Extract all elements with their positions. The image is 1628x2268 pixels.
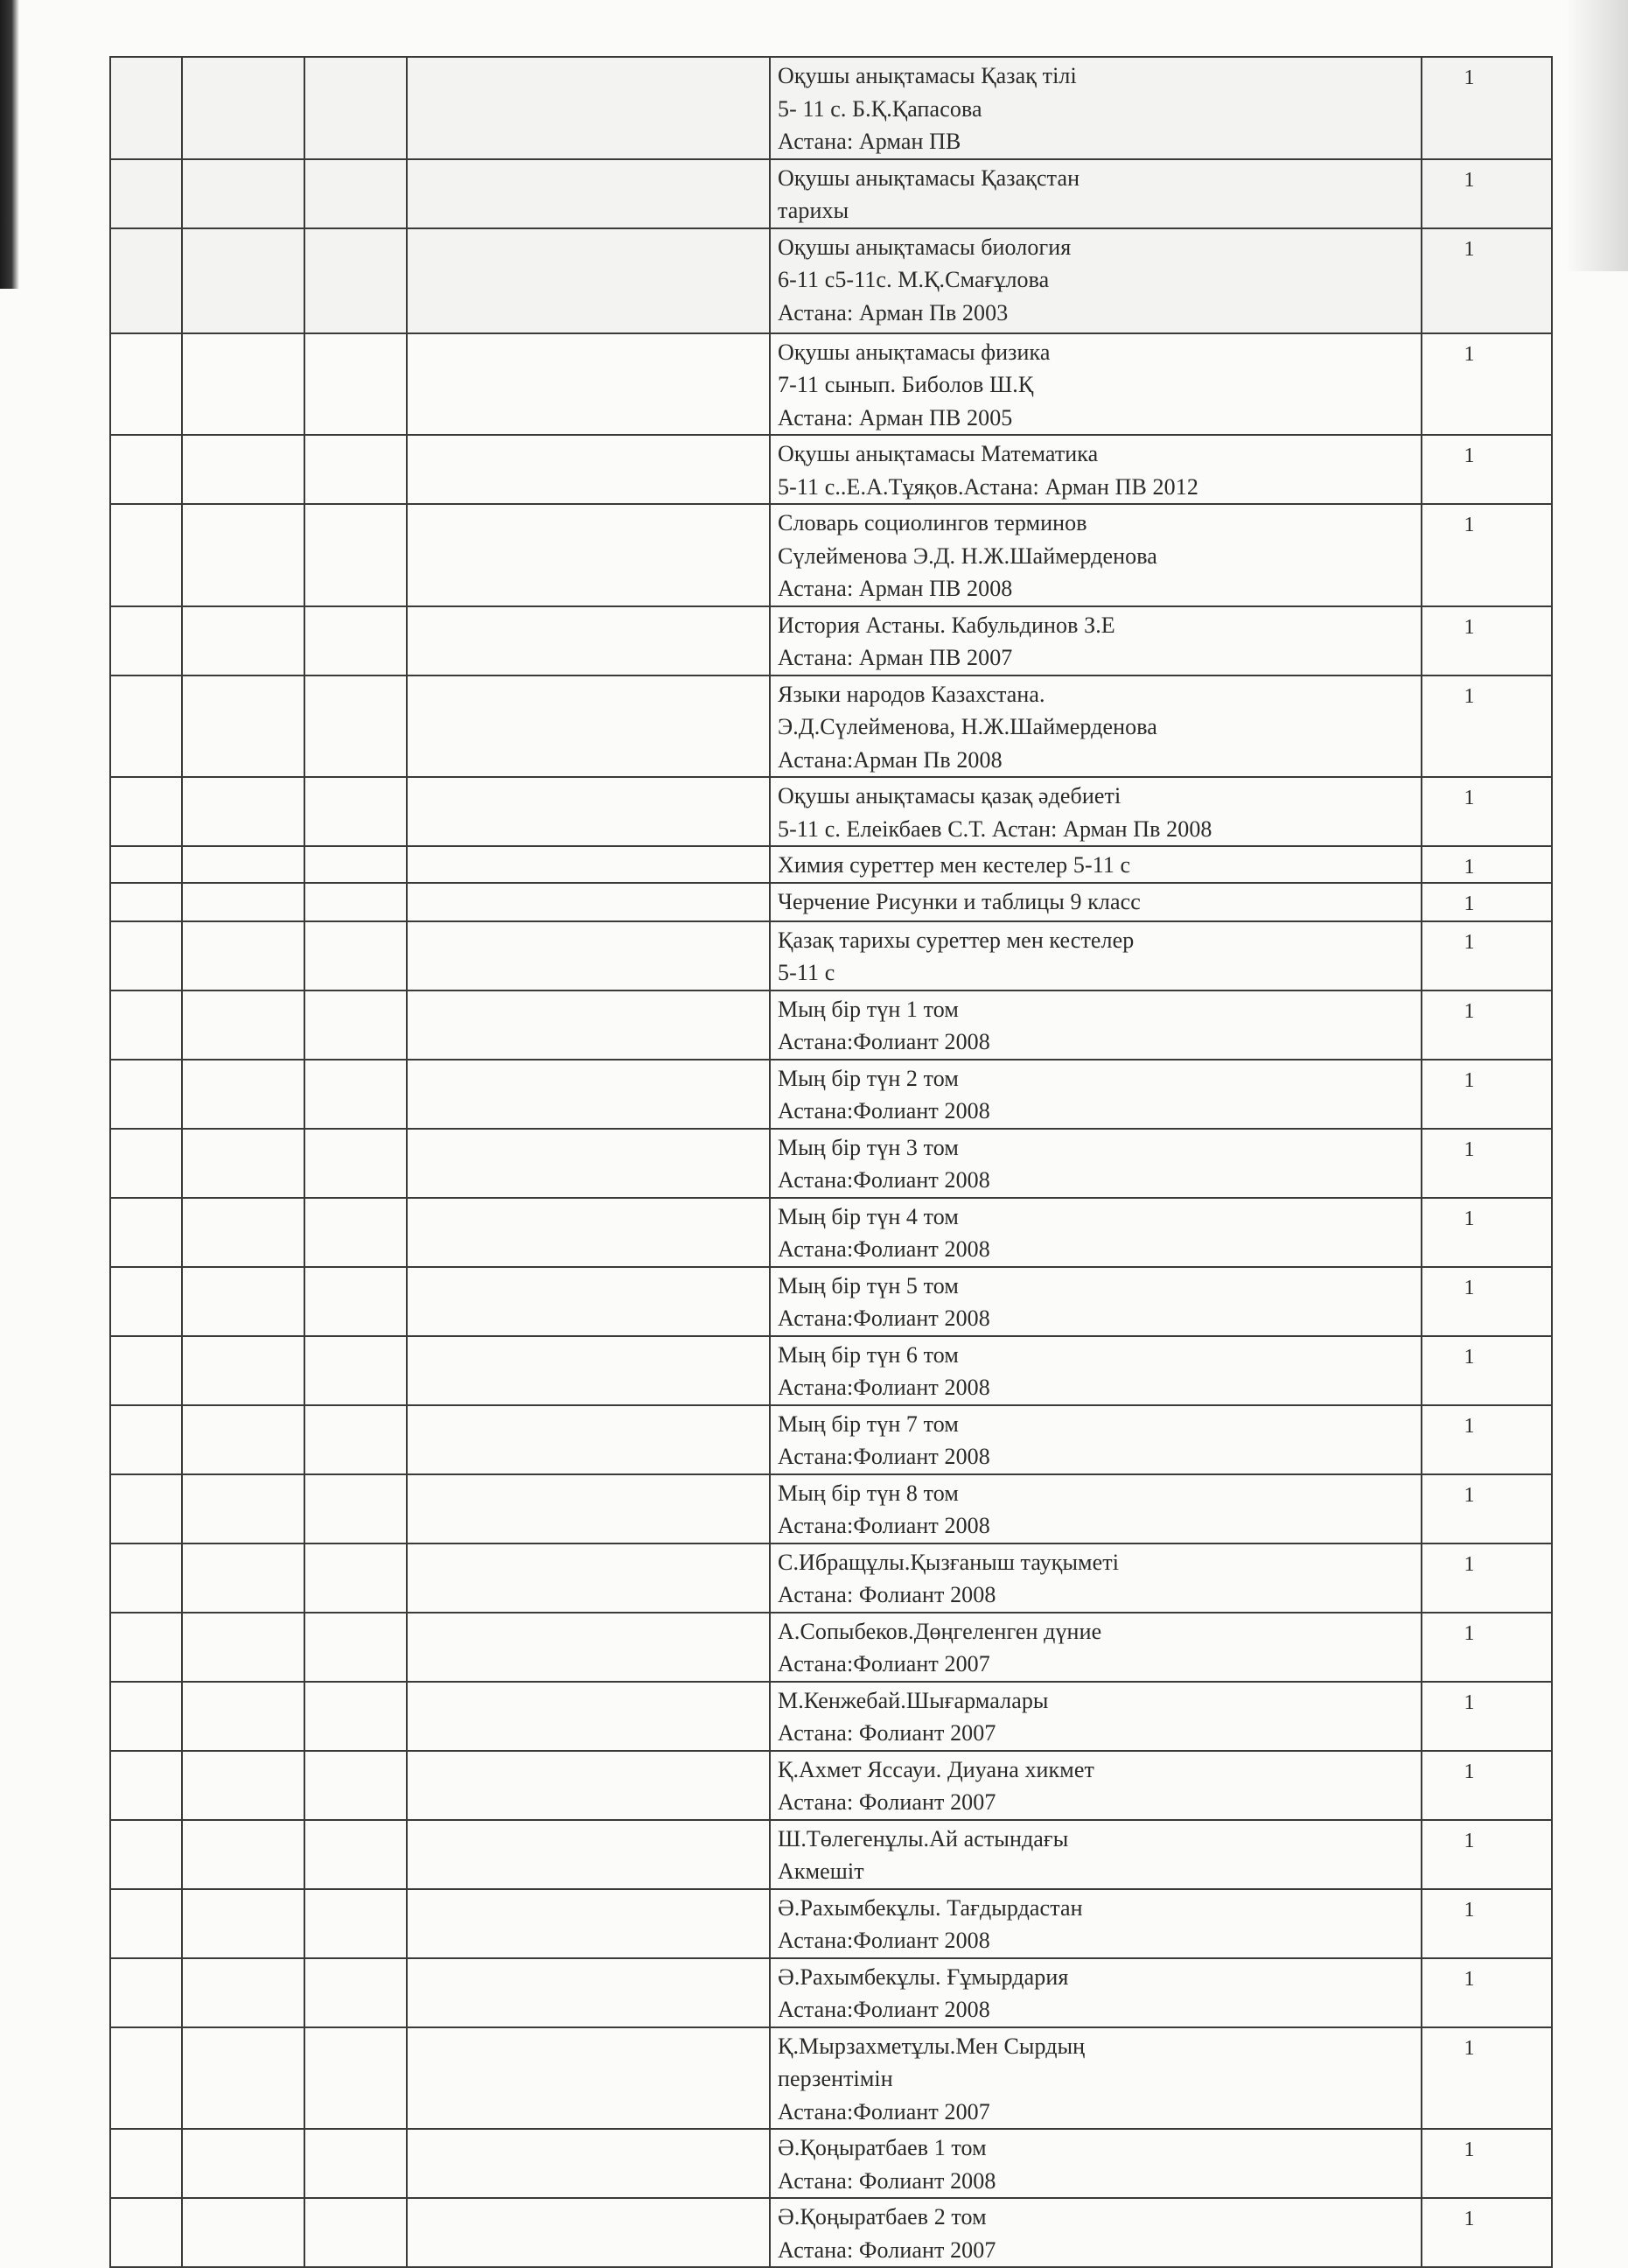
book-title: Ә.Қоңыратбаев 2 том Астана: Фолиант 2007 [778,2204,996,2263]
quantity-cell [1422,990,1552,1060]
empty-cell [110,228,182,333]
book-title: Қ.Ахмет Яссауи. Диуана хикмет Астана: Фолиант 2007 [778,1756,1094,1815]
empty-cell [110,2198,182,2267]
book-title-cell [770,990,1422,1060]
quantity-value: 1 [1464,684,1475,708]
book-title-cell [770,504,1422,606]
empty-cell [407,435,770,504]
empty-cell [407,2129,770,2198]
empty-cell [304,777,407,846]
empty-cell [407,883,770,921]
quantity-cell [1422,1267,1552,1336]
table-row [110,676,1552,778]
quantity-cell [1422,333,1552,436]
empty-cell [407,777,770,846]
empty-cell [407,676,770,778]
table-row [110,606,1552,676]
empty-cell [182,2198,304,2267]
empty-cell [110,921,182,990]
empty-cell [407,1958,770,2027]
empty-cell [110,1958,182,2027]
empty-cell [110,1129,182,1198]
table-row [110,333,1552,436]
quantity-value: 1 [1464,1552,1475,1576]
empty-cell [110,606,182,676]
quantity-value: 1 [1464,2036,1475,2060]
empty-cell [304,1336,407,1405]
book-title: С.Ибращұлы.Қызғаныш тауқыметі Астана: Фолиант 2008 [778,1549,1120,1607]
book-title-cell [770,435,1422,504]
empty-cell [407,1474,770,1544]
table-row [110,846,1552,883]
table-row [110,435,1552,504]
empty-cell [304,333,407,436]
empty-cell [304,2198,407,2267]
table-row [110,1820,1552,1889]
empty-cell [182,228,304,333]
quantity-cell [1422,2027,1552,2130]
empty-cell [182,1889,304,1958]
quantity-value: 1 [1464,930,1475,954]
book-title: Мың бір түн 8 том Астана:Фолиант 2008 [778,1480,990,1538]
empty-cell [304,1129,407,1198]
empty-cell [304,606,407,676]
empty-cell [110,990,182,1060]
empty-cell [304,990,407,1060]
empty-cell [304,1474,407,1544]
book-title: Словарь социолингов терминов Сүлейменова Э.Д. Н.Ж.Шаймерденова Астана: Арман ПВ 2008 [778,510,1157,601]
empty-cell [407,1751,770,1820]
empty-cell [110,1613,182,1682]
empty-cell [110,1889,182,1958]
book-title-cell [770,2198,1422,2267]
empty-cell [407,504,770,606]
book-title-cell [770,1474,1422,1544]
empty-cell [182,1613,304,1682]
quantity-value: 1 [1464,787,1475,809]
table-row [110,921,1552,990]
table-row [110,159,1552,228]
table-row [110,883,1552,921]
empty-cell [304,1060,407,1129]
quantity-cell [1422,846,1552,883]
empty-cell [407,1405,770,1474]
quantity-value: 1 [1464,2138,1475,2161]
empty-cell [407,1820,770,1889]
empty-cell [407,2027,770,2130]
book-title-cell [770,1958,1422,2027]
quantity-value: 1 [1464,168,1475,192]
book-title-cell [770,1820,1422,1889]
empty-cell [304,883,407,921]
empty-cell [407,1682,770,1751]
empty-cell [182,159,304,228]
book-title: Оқушы анықтамасы қазақ әдебиеті 5-11 с. Елеікбаев С.Т. Астан: Арман Пв 2008 [778,783,1212,842]
book-title: Қазақ тарихы суреттер мен кестелер 5-11 с [778,927,1135,985]
quantity-cell [1422,1060,1552,1129]
table-row [110,2027,1552,2130]
book-title: Ә.Рахымбекұлы. Ғұмырдария Астана:Фолиант 2008 [778,1964,1069,2022]
empty-cell [110,1336,182,1405]
empty-cell [182,921,304,990]
quantity-value: 1 [1464,1898,1475,1922]
quantity-cell [1422,1820,1552,1889]
empty-cell [304,921,407,990]
empty-cell [182,1820,304,1889]
empty-cell [182,333,304,436]
empty-cell [407,1267,770,1336]
empty-cell [110,57,182,159]
book-title: Мың бір түн 6 том Астана:Фолиант 2008 [778,1341,990,1400]
empty-cell [304,1682,407,1751]
empty-cell [182,1474,304,1544]
empty-cell [304,1751,407,1820]
book-title: Мың бір түн 1 том Астана:Фолиант 2008 [778,996,990,1054]
empty-cell [304,57,407,159]
book-title: Оқушы анықтамасы Қазақ тілі 5- 11 с. Б.Қ.Қапасова Астана: Арман ПВ [778,63,1077,154]
quantity-value: 1 [1464,856,1475,878]
empty-cell [407,228,770,333]
empty-cell [304,1958,407,2027]
empty-cell [110,2129,182,2198]
book-title-cell [770,777,1422,846]
empty-cell [182,1267,304,1336]
book-title: Ә.Рахымбекұлы. Тағдырдастан Астана:Фолиант 2008 [778,1894,1083,1953]
book-title: Қ.Мырзахметұлы.Мен Сырдың перзентімін Астана:Фолиант 2007 [778,2033,1086,2124]
empty-cell [407,333,770,436]
empty-cell [304,1613,407,1682]
empty-cell [110,1198,182,1267]
quantity-value: 1 [1464,999,1475,1023]
table-row [110,2198,1552,2267]
quantity-value: 1 [1464,444,1475,467]
empty-cell [182,1129,304,1198]
quantity-value: 1 [1464,66,1475,89]
empty-cell [182,2027,304,2130]
empty-cell [182,435,304,504]
empty-cell [304,159,407,228]
empty-cell [182,2129,304,2198]
book-title: Языки народов Казахстана. Э.Д.Сүлейменова, Н.Ж.Шаймерденова Астана:Арман Пв 2008 [778,681,1157,773]
quantity-value: 1 [1464,892,1475,915]
empty-cell [110,435,182,504]
empty-cell [407,1060,770,1129]
quantity-value: 1 [1464,342,1475,366]
table-row [110,1474,1552,1544]
empty-cell [110,777,182,846]
book-title: Оқушы анықтамасы Математика 5-11 с..Е.А.Тұяқов.Астана: Арман ПВ 2012 [778,441,1198,500]
empty-cell [110,2027,182,2130]
quantity-value: 1 [1464,1967,1475,1991]
quantity-cell [1422,1958,1552,2027]
book-title-cell [770,1613,1422,1682]
quantity-value: 1 [1464,1829,1475,1852]
quantity-cell [1422,1889,1552,1958]
book-title-cell [770,228,1422,333]
table-row [110,504,1552,606]
empty-cell [182,504,304,606]
empty-cell [110,846,182,883]
book-title: Мың бір түн 5 том Астана:Фолиант 2008 [778,1272,990,1331]
empty-cell [110,1682,182,1751]
book-register-table [109,56,1553,2268]
book-title-cell [770,2129,1422,2198]
quantity-cell [1422,777,1552,846]
quantity-cell [1422,1682,1552,1751]
empty-cell [407,921,770,990]
quantity-cell [1422,606,1552,676]
book-title: Оқушы анықтамасы Қазақстан тарихы [778,164,1080,223]
empty-cell [110,883,182,921]
scan-shadow-left [0,0,19,289]
table-row [110,1405,1552,1474]
book-title-cell [770,1267,1422,1336]
quantity-cell [1422,1198,1552,1267]
book-title-cell [770,1060,1422,1129]
empty-cell [304,1267,407,1336]
empty-cell [182,883,304,921]
book-title-cell [770,883,1422,921]
book-title-cell [770,1889,1422,1958]
empty-cell [182,1682,304,1751]
empty-cell [304,1405,407,1474]
book-title: Ш.Төлегенұлы.Ай астындағы Акмешіт [778,1825,1069,1884]
empty-cell [407,1889,770,1958]
table-row [110,228,1552,333]
book-title: А.Сопыбеков.Дөңгеленген дүние Астана:Фолиант 2007 [778,1618,1102,1676]
empty-cell [110,1544,182,1613]
empty-cell [182,990,304,1060]
quantity-cell [1422,1544,1552,1613]
table-row [110,777,1552,846]
empty-cell [304,504,407,606]
empty-cell [407,1129,770,1198]
quantity-value: 1 [1464,1760,1475,1783]
quantity-cell [1422,2198,1552,2267]
table-row [110,1060,1552,1129]
table-row [110,1336,1552,1405]
quantity-value: 1 [1464,1690,1475,1714]
empty-cell [304,228,407,333]
empty-cell [182,1405,304,1474]
book-title-cell [770,333,1422,436]
quantity-cell [1422,883,1552,921]
quantity-cell [1422,159,1552,228]
empty-cell [182,1198,304,1267]
register-sheet [109,56,1541,2268]
quantity-value: 1 [1464,1483,1475,1507]
quantity-cell [1422,1474,1552,1544]
book-title: Мың бір түн 2 том Астана:Фолиант 2008 [778,1065,990,1124]
book-title-cell [770,159,1422,228]
book-title: Оқушы анықтамасы физика 7-11 сынып. Биболов Ш.Қ Астана: Арман ПВ 2005 [778,339,1051,430]
empty-cell [110,159,182,228]
empty-cell [304,1889,407,1958]
empty-cell [110,1820,182,1889]
table-row [110,1129,1552,1198]
book-title-cell [770,1198,1422,1267]
book-title-cell [770,606,1422,676]
quantity-value: 1 [1464,237,1475,261]
table-row [110,1958,1552,2027]
quantity-value: 1 [1464,615,1475,639]
quantity-value: 1 [1464,1276,1475,1299]
quantity-value: 1 [1464,514,1475,536]
empty-cell [304,2027,407,2130]
empty-cell [110,1474,182,1544]
book-title: Черчение Рисунки и таблицы 9 класс [778,888,1141,914]
empty-cell [407,57,770,159]
empty-cell [182,606,304,676]
empty-cell [407,1613,770,1682]
empty-cell [182,1336,304,1405]
empty-cell [304,846,407,883]
book-title-cell [770,921,1422,990]
book-title-cell [770,676,1422,778]
quantity-cell [1422,504,1552,606]
quantity-value: 1 [1464,2208,1475,2230]
empty-cell [182,1958,304,2027]
empty-cell [110,676,182,778]
table-row [110,57,1552,159]
empty-cell [407,846,770,883]
quantity-cell [1422,228,1552,333]
book-title-cell [770,1682,1422,1751]
table-row [110,1613,1552,1682]
book-title: Оқушы анықтамасы биология 6-11 с5-11с. М.Қ.Смағұлова Астана: Арман Пв 2003 [778,234,1072,326]
empty-cell [182,1751,304,1820]
table-row [110,1267,1552,1336]
book-title-cell [770,1129,1422,1198]
empty-cell [304,435,407,504]
empty-cell [110,333,182,436]
empty-cell [407,1198,770,1267]
empty-cell [110,1060,182,1129]
book-title-cell [770,2027,1422,2130]
empty-cell [407,159,770,228]
book-title: Мың бір түн 4 том Астана:Фолиант 2008 [778,1203,990,1262]
quantity-value: 1 [1464,1345,1475,1368]
empty-cell [407,1544,770,1613]
book-title-cell [770,1544,1422,1613]
quantity-cell [1422,57,1552,159]
empty-cell [110,1267,182,1336]
book-title: М.Кенжебай.Шығармалары Астана: Фолиант 2007 [778,1687,1049,1746]
empty-cell [407,2198,770,2267]
quantity-cell [1422,2129,1552,2198]
table-row [110,2129,1552,2198]
empty-cell [110,1751,182,1820]
book-title-cell [770,1405,1422,1474]
book-title-cell [770,1336,1422,1405]
empty-cell [182,777,304,846]
empty-cell [182,846,304,883]
empty-cell [110,1405,182,1474]
quantity-cell [1422,921,1552,990]
empty-cell [407,1336,770,1405]
quantity-value: 1 [1464,1414,1475,1438]
empty-cell [304,1544,407,1613]
empty-cell [182,1544,304,1613]
quantity-cell [1422,435,1552,504]
book-title: Химия суреттер мен кестелер 5-11 с [778,852,1131,878]
table-row [110,1751,1552,1820]
empty-cell [182,676,304,778]
empty-cell [304,2129,407,2198]
quantity-cell [1422,1751,1552,1820]
quantity-cell [1422,1336,1552,1405]
book-title-cell [770,846,1422,883]
book-title: Мың бір түн 7 том Астана:Фолиант 2008 [778,1410,990,1469]
empty-cell [304,676,407,778]
scan-shadow-right [1566,0,1628,271]
quantity-value: 1 [1464,1621,1475,1645]
empty-cell [407,990,770,1060]
empty-cell [304,1820,407,1889]
book-title: Ә.Қоңыратбаев 1 том Астана: Фолиант 2008 [778,2135,996,2194]
quantity-value: 1 [1464,1068,1475,1092]
quantity-cell [1422,1129,1552,1198]
quantity-cell [1422,1613,1552,1682]
table-row [110,1198,1552,1267]
book-title: Мың бір түн 3 том Астана:Фолиант 2008 [778,1134,990,1193]
quantity-value: 1 [1464,1138,1475,1161]
book-title-cell [770,1751,1422,1820]
book-title: История Астаны. Кабульдинов З.Е Астана: Арман ПВ 2007 [778,612,1115,670]
table-row [110,1682,1552,1751]
empty-cell [182,57,304,159]
quantity-cell [1422,676,1552,778]
empty-cell [182,1060,304,1129]
empty-cell [110,504,182,606]
table-row [110,990,1552,1060]
empty-cell [407,606,770,676]
table-row [110,1544,1552,1613]
book-title-cell [770,57,1422,159]
empty-cell [304,1198,407,1267]
quantity-value: 1 [1464,1207,1475,1230]
quantity-cell [1422,1405,1552,1474]
table-row [110,1889,1552,1958]
